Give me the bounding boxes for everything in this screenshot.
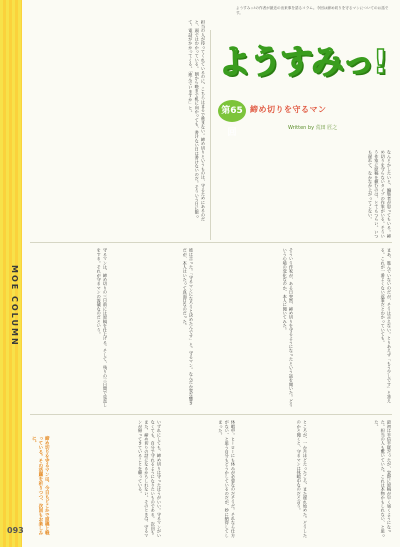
text-block-5 [112, 248, 194, 408]
episode-badge: 第65回 [218, 100, 246, 122]
paragraph: そういう作家が、ある日突然、締め切りを守るようになったという話を聞いた。どういう心境の変化なのか、本人に聞いてみた。 [282, 248, 294, 408]
highlight-text: 締め切りを守るマンは、今日もどこかで原稿と戦っている。その活躍を祈りつつ、次回もお楽しみに。 [31, 436, 50, 535]
episode-subtitle: 締め切りを守るマン [250, 105, 327, 114]
text-block-8 [240, 420, 308, 538]
tier-divider [30, 242, 392, 243]
byline: Written by 荒田 匠之 [288, 125, 338, 131]
paragraph: 最初は半信半疑だったが、実際に原稿が早く届くようになった。担当の人も驚いていた。これは本物かもしれない、と思った。 [374, 420, 392, 538]
paragraph: まあ、進んでいないのだが、そうは言えない。とりあえず「もう少しです」と答える。これが一番よくない返事だとわかっていても。 [380, 248, 392, 404]
paragraph: なんとかしたいと、編集者が思ってもいる。締め切りを守らないタイプの作家がいる。そういう作家に原稿を頼むのは、とてもつらい。いつも遅れて、なかなか上がってこない。 [368, 150, 392, 238]
intro-note: ようすみっ!の作者が最近の出来事を語るコラム。今回は締め切りを守るマンについてのお話です。 [236, 6, 389, 15]
paragraph: 彼は言った。「守るマンになろうと決めたんです」と。守るマン。なんだか変な響きだが、本人はいたって真面目なのだった。 [182, 248, 194, 406]
divider [210, 30, 211, 240]
text-block-4 [198, 248, 294, 408]
text-block-3 [298, 248, 392, 408]
text-block-2 [30, 20, 206, 225]
side-strip [0, 0, 22, 547]
paragraph: 次回もまた、締め切りの話になるかもしれない。そのときは、守るマンが帰ってきていることを願っている。 [138, 420, 156, 538]
paragraph: ところが、一か月ほどたったころ、また遅れ始めた。どうしたのかと聞くと、守るマンは休暇中なのだと言う。 [296, 420, 308, 538]
page-title: ようすみっ! [218, 42, 387, 81]
text-block-7 [312, 420, 392, 538]
paragraph: 朝から晩まで机に向かっても、書けない日は書けないのだ。そういう日に限って、電話がかかってくる。「進んでいますか」と。 [188, 20, 200, 219]
paragraph: 守るマンは、締め切りの三日前には原稿を仕上げる。そして、残りの三日間で見直しをする。それが守るマンの流儀なのだという。 [96, 248, 108, 408]
text-block-6 [30, 248, 108, 408]
text-block-10 [96, 420, 162, 538]
tier-divider [30, 414, 392, 415]
title-block [214, 36, 387, 146]
paragraph: いずれにしても、締め切りは守ったほうがいい。守るマンがいなくても、自分で守れるようになりたいものである。 [150, 420, 162, 538]
paragraph: 担当の人が待ってくれているのに、こちらはまるで進まない。締め切りというものは、守るためにあるのだと、頭ではわかっている。 [194, 20, 206, 222]
closing-highlight [30, 436, 90, 536]
text-block-9 [166, 420, 236, 538]
paragraph: 休暇中。ヒーローにも休みが必要なのだそうだ。それなら仕方がない、と思う自分もどうかしているのだが、妙に納得してしまった。 [218, 420, 236, 538]
text-block-1 [214, 150, 392, 238]
page-number: 093 [7, 526, 24, 535]
column-label: MOE COLUMN [10, 265, 19, 347]
